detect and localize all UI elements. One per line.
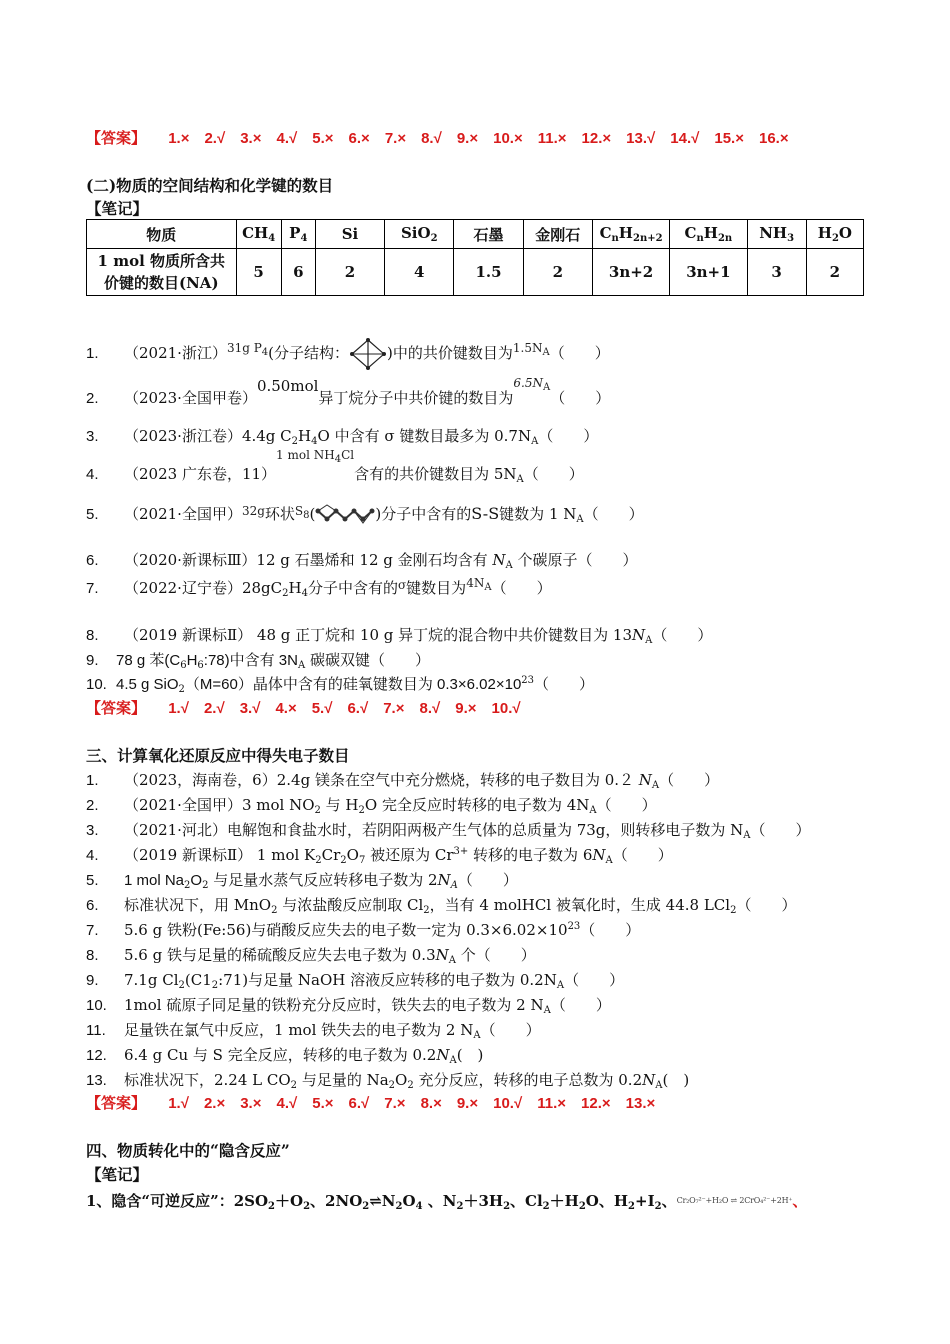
answer-item: 7.× [383,700,405,717]
table-header-cell: 金刚石 [523,220,592,249]
answer-line-2 [86,697,536,718]
question-3-12: 12. 6.4 g Cu 与 S 完全反应，转移的电子数为 $0.2N_A$( ) [86,1046,484,1066]
question-3-1: 1. （2023，海南卷，6）2.4g 镁条在空气中充分燃烧，转移的电子数目为 0.２ $N_A$（ ） [86,771,720,791]
answer-item: 7.× [384,130,407,147]
table-header-cell: Si [315,220,384,249]
answer-item: 9.× [456,130,479,147]
table-header-cell: $CH_4$ [236,220,281,249]
question-2-7: 7. （2022·辽宁卷）$28gC_2H_4$分子中含有的$^\sigma$键数目为$^{4N_A}$（ ） [86,576,552,599]
answer-item: 6.√ [348,1095,370,1112]
answer-item: 1.√ [168,1095,189,1112]
table-cell: 3n+1 [670,249,747,296]
answer-item: 4.√ [276,130,298,147]
answer-item: 2.√ [204,130,226,147]
s8-ring-icon [315,503,375,527]
question-2-2: 2. （2023·全国甲卷）0.50mol异丁烷分子中共价键的数目为$^{6.5N_A}$（ ） [86,376,611,407]
question-2-5: 5. （2021·全国甲）$^{32g}$环状$^{S_8}$( )分子中含有的S-S键数为 1 $N_A$（ ） [86,504,644,525]
question-3-13: 13. 标准状况下，2.24 L $CO_2$ 与足量的 $Na_2O_2$ 充分反应，转移的电子总数为 $0.2N_A$( ) [86,1071,690,1091]
table-cell: 6 [281,249,315,296]
table-cell: 4 [385,249,454,296]
p4-structure-icon [349,338,387,370]
answer-item: 12.× [581,130,612,147]
answer-tag: 【答案】 [86,1095,147,1112]
section-title-3: 三、计算氧化还原反应中得失电子数目 [86,746,350,765]
answer-line-3 [86,1092,670,1113]
answer-item: 16.× [758,130,789,147]
answer-item: 4.× [275,700,297,717]
tiny-equation: Cr₂O₇²⁻+H₂O ⇌ 2CrO₄²⁻+2H⁺ [676,1196,793,1205]
question-2-6: 6. （2020·新课标Ⅲ）12 g 石墨烯和 12 g 金刚石均含有 $N_A$ 个碳原子（ ） [86,551,638,571]
answer-item: 9.× [455,700,477,717]
question-3-10: 10. 1mol 硫原子同足量的铁粉充分反应时，铁失去的电子数为 2 $N_A$（ ） [86,996,611,1016]
table-cell: 2 [806,249,863,296]
answer-item: 8.× [420,1095,442,1112]
question-2-1: 1. （2021·浙江）$^{31g P_4}$(分子结构： )中的共价键数目为$^{1.5N_A}$（ ） [86,338,610,370]
table-header-cell: 石墨 [454,220,523,249]
table-cell: 1.5 [454,249,523,296]
bond-count-table [86,219,864,296]
table-cell: 2 [315,249,384,296]
answer-item: 9.× [456,1095,479,1112]
answer-item: 10.√ [491,700,521,717]
question-2-10: 10. 4.5 g SiO$_2$（M=60）晶体中含有的硅氧键数目为 $0.3\times 6.02\times 10^{23}$（ ） [86,675,595,695]
table-header-cell: $H_2O$ [806,220,863,249]
note-label: 【笔记】 [86,199,149,218]
answer-item: 10.√ [493,1095,523,1112]
answer-item: 7.× [384,1095,406,1112]
table-cell: 3n+2 [592,249,669,296]
question-3-7: 7. 5.6 g 铁粉(Fe:56)与硝酸反应失去的电子数一定为 $0.3\times 6.02\times 10^{23}$（ ） [86,921,641,939]
answer-item: 2.× [203,1095,226,1112]
question-3-8: 8. 5.6 g 铁与足量的稀硫酸反应失去电子数为 $0.3N_A$ 个（ ） [86,946,536,966]
answer-item: 5.× [312,130,334,147]
table-cell: 3 [747,249,806,296]
answer-item: 1.× [168,130,190,147]
answer-item: 11.× [537,130,567,147]
answer-item: 2.√ [203,700,225,717]
table-header-row [87,220,864,249]
table-header-cell: SiO$_2$ [385,220,454,249]
answer-item: 3.√ [239,700,261,717]
note-label: 【笔记】 [86,1165,149,1184]
answer-item: 3.× [240,1095,262,1112]
table-cell: 5 [236,249,281,296]
answer-item: 8.√ [419,700,441,717]
answer-item: 5.× [312,1095,334,1112]
table-value-row [87,249,864,296]
answer-tag: 【答案】 [86,130,147,147]
section-title-2: (二)物质的空间结构和化学键的数目 [86,176,334,195]
answer-item: 5.√ [311,700,333,717]
answer-tag: 【答案】 [86,700,147,717]
question-2-9: 9. 78 g 苯$(C_6H_6:78)$中含有 $3N_A$ 碳碳双键（ ） [86,651,431,671]
table-cell: 2 [523,249,592,296]
answer-item: 8.√ [421,130,442,147]
answer-item: 6.× [348,130,370,147]
answer-item: 14.√ [670,130,700,147]
question-3-6: 6. 标准状况下，用 MnO$_2$ 与浓盐酸反应制取 $Cl_2$，当有 4 molHCl 被氧化时，生成 44.8 LCl$_2$（ ） [86,896,797,916]
answer-item: 13.√ [626,130,656,147]
answer-item: 4.√ [276,1095,298,1112]
question-3-4: 4. （2019 新课标Ⅱ） 1 mol $K_2Cr_2O_7$ 被还原为 $Cr^{3+}$ 转移的电子数为 $6N_A$（ ） [86,846,673,866]
table-header-cell: $P_4$ [281,220,315,249]
answer-item: 11.× [537,1095,567,1112]
answer-item: 12.× [581,1095,611,1112]
answer-line-1 [86,127,804,148]
question-2-3: 3. （2023·浙江卷）4.4g $C_2H_4O$ 中含有 σ 键数目最多为 $0.7N_A$（ ） [86,427,599,447]
hidden-reaction-line-1: 1、隐含“可逆反应”：$2SO_2+O_2$、$2NO_2\rightleftharpoons N_2O_4$ 、$N_2+3H_2$、$Cl_2+H_2O$、$H_2+I_2$、$^{Cr_2O_7^{2-}+H_2O \rightleftharpoons 2CrO_4^{2-}+2H^+}$、 [86,1192,808,1212]
table-row-label: 1 mol 物质所含共 价键的数目(NA) [87,249,237,296]
answer-item: 15.× [714,130,744,147]
table-header-cell: $NH_3$ [747,220,806,249]
table-header-cell: $C_nH_{2n+2}$ [592,220,669,249]
question-2-4: 4. （2023 广东卷，11）$^{1 mol NH_4Cl}$含有的共价键数目为 $5N_A$（ ） [86,448,584,485]
section-title-4: 四、物质转化中的“隐含反应” [86,1141,290,1160]
question-3-9: 9. 7.1g $Cl_2(C1_2:71)$与足量 NaOH 溶液反应转移的电子数为 $0.2N_A$（ ） [86,971,625,991]
answer-item: 10.× [493,130,523,147]
answer-item: 1.√ [168,700,189,717]
question-2-8: 8. （2019 新课标Ⅱ） 48 g 正丁烷和 10 g 异丁烷的混合物中共价键数目为 $13N_A$（ ） [86,626,713,646]
question-3-5: 5. 1 mol $Na_2O_2$ 与足量水蒸气反应转移电子数为 $2N_A$（ ） [86,871,518,891]
question-3-2: 2. （2021·全国甲）3 mol $NO_2$ 与 $H_2O$ 完全反应时转移的电子数为 $4N_A$（ ） [86,796,657,816]
answer-item: 13.× [625,1095,656,1112]
answer-item: 6.√ [347,700,369,717]
table-header-cell: $C_nH_{2n}$ [670,220,747,249]
question-3-11: 11. 足量铁在氯气中反应，1 mol 铁失去的电子数为 2 $N_A$（ ） [86,1021,541,1041]
question-3-3: 3. （2021·河北）电解饱和食盐水时，若阴阳两极产生气体的总质量为 73g，则转移电子数为 $N_A$（ ） [86,821,811,841]
answer-item: 3.× [240,130,262,147]
table-header-cell: 物质 [87,220,237,249]
